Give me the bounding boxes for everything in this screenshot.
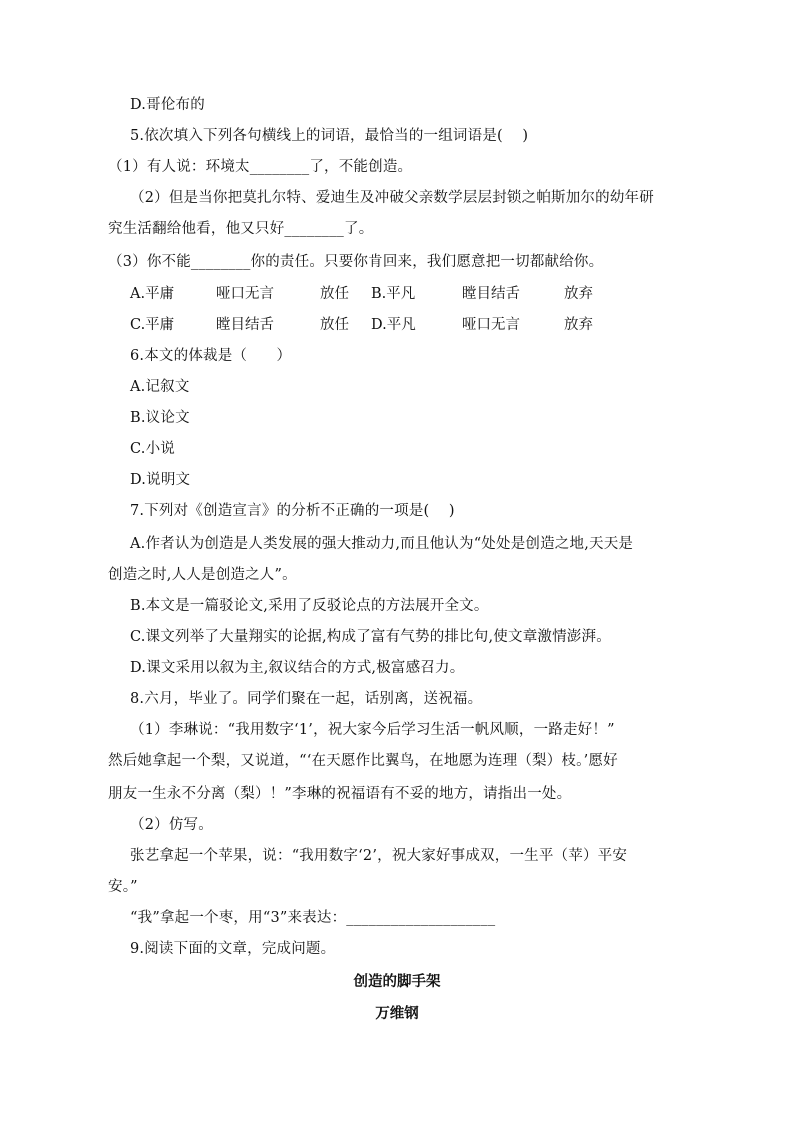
q7-option-c: C.课文列举了大量翔实的论据,构成了富有气势的排比句,使文章激情澎湃。 xyxy=(130,629,611,645)
q6-stem: 6.本文的体裁是（ ） xyxy=(130,348,292,364)
q5-sentence-1: （1）有人说：环境太________了，不能创造。 xyxy=(108,159,413,175)
q5-option-d-label: D.平凡 xyxy=(371,317,416,333)
q6-option-c: C.小说 xyxy=(130,441,175,457)
article-author: 万维钢 xyxy=(375,1006,419,1022)
q5-sentence-2: （2）但是当你把莫扎尔特、爱迪生及冲破父亲数学层层封锁之帕斯加尔的幼年研 xyxy=(130,190,654,206)
q8-part1-cont1: 然后她拿起一个梨，又说道，“‘在天愿作比翼鸟，在地愿为连理（梨）枝。’愿好 xyxy=(108,753,618,769)
q8-part1: （1）李琳说：“我用数字‘1’，祝大家今后学习生活一帆风顺，一路走好！” xyxy=(130,722,615,738)
q7-stem: 7.下列对《创造宣言》的分析不正确的一项是( ) xyxy=(130,503,455,519)
q7-option-b: B.本文是一篇驳论文,采用了反驳论点的方法展开全文。 xyxy=(130,598,489,614)
q9-stem: 9.阅读下面的文章，完成问题。 xyxy=(130,941,336,957)
q8-example: 张艺拿起一个苹果，说：“我用数字‘2’，祝大家好事成双，一生平（苹）平安 xyxy=(130,848,628,864)
q5-options-row-ab xyxy=(130,284,650,304)
q5-option-a-word1: 哑口无言 xyxy=(216,286,274,302)
q5-option-b-word1: 瞠目结舌 xyxy=(462,286,520,302)
q5-option-a-label: A.平庸 xyxy=(130,286,175,302)
q8-example-cont: 安。” xyxy=(108,879,138,895)
q4-option-d: D.哥伦布的 xyxy=(130,97,205,113)
q8-answer-prompt: “我”拿起一个枣，用“3”来表达：____________________ xyxy=(130,910,496,926)
q5-sentence-2-cont: 究生活翻给他看，他又只好________了。 xyxy=(108,221,374,237)
q5-sentence-3: （3）你不能________你的责任。只要你肯回来，我们愿意把一切都献给你。 xyxy=(108,254,604,270)
q6-option-b: B.议论文 xyxy=(130,410,190,426)
q5-option-c-word2: 放任 xyxy=(320,317,349,333)
q5-option-a-word2: 放任 xyxy=(320,286,349,302)
q8-part2: （2）仿写。 xyxy=(130,817,213,833)
article-title: 创造的脚手架 xyxy=(353,974,441,990)
q5-option-b-word2: 放弃 xyxy=(564,286,593,302)
q7-option-a: A.作者认为创造是人类发展的强大推动力,而且他认为“处处是创造之地,天天是 xyxy=(130,536,634,552)
q5-option-d-word1: 哑口无言 xyxy=(462,317,520,333)
q5-options-row-cd xyxy=(130,315,650,335)
q5-option-c-word1: 瞠目结舌 xyxy=(216,317,274,333)
q6-option-d: D.说明文 xyxy=(130,472,191,488)
q5-option-c-label: C.平庸 xyxy=(130,317,175,333)
q5-option-d-word2: 放弃 xyxy=(564,317,593,333)
q5-option-b-label: B.平凡 xyxy=(371,286,416,302)
q7-option-d: D.课文采用以叙为主,叙议结合的方式,极富感召力。 xyxy=(130,660,465,676)
q7-option-a-cont: 创造之时,人人是创造之人”。 xyxy=(108,567,297,583)
q6-option-a: A.记叙文 xyxy=(130,379,190,395)
q8-part1-cont2: 朋友一生永不分离（梨）！”李琳的祝福语有不妥的地方，请指出一处。 xyxy=(108,786,572,802)
q8-stem: 8.六月，毕业了。同学们聚在一起，话别离，送祝福。 xyxy=(130,691,483,707)
q5-stem: 5.依次填入下列各句横线上的词语，最恰当的一组词语是( ) xyxy=(130,128,529,144)
